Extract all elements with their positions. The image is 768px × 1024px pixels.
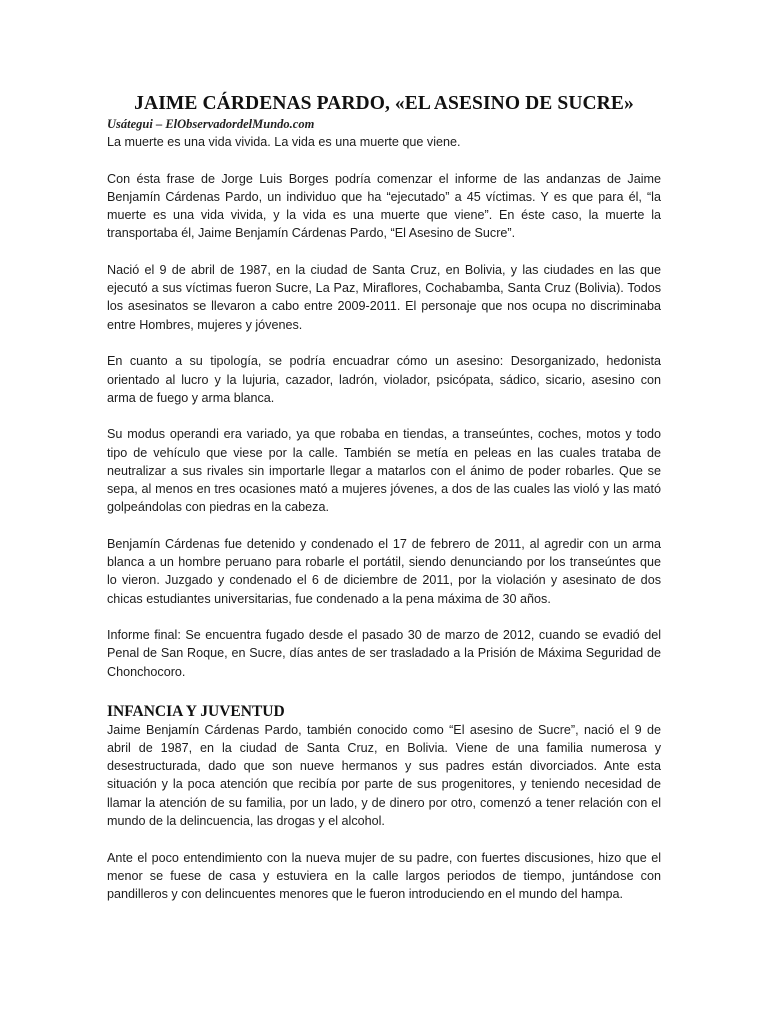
paragraph: Con ésta frase de Jorge Luis Borges podría comenzar el informe de las andanzas de Jaime Benjamín Cárdenas Pardo, un individuo que ha “ejecutado” a 45 víctimas. Y es que para él, “la muerte es una vida vivida, y la vida es una muerte que viene”. En éste caso, la muerte la transportaba él, Jaime Benjamín Cárdenas Pardo, “El Asesino de Sucre”. [107,171,661,241]
paragraph: Nació el 9 de abril de 1987, en la ciudad de Santa Cruz, en Bolivia, y las ciudades en las que ejecutó a sus víctimas fueron Sucre, La Paz, Miraflores, Cochabamba, Santa Cruz (Bolivia). Todos los asesinatos se llevaron a cabo entre 2009-2011. El personaje que nos ocupa no discriminaba entre Hombres, mujeres y jóvenes. [107,263,661,332]
epigraph: La muerte es una vida vivida. La vida es una muerte que viene. [107,135,461,149]
byline: Usátegui – ElObservadordelMundo.com [107,117,315,131]
section-paragraph: Jaime Benjamín Cárdenas Pardo, también conocido como “El asesino de Sucre”, nació el 9 de abril de 1987, en la ciudad de Santa Cruz, en Bolivia. Viene de una familia numerosa y desestructurada, dado que son nueve hermanos y sus padres están divorciados. Ante esta situación y la poca atención que recibía por parte de sus progenitores, y teniendo necesidad de llamar la atención de su familia, por un lado, y de dinero por otro, comenzó a tener relación con el mundo de la delincuencia, las drogas y el alcohol. [107,722,661,828]
document-page [107,92,661,903]
paragraph: Benjamín Cárdenas fue detenido y condenado el 17 de febrero de 2011, al agredir con un arma blanca a un hombre peruano para robarle el portátil, siendo denunciando por los transeúntes que lo vieron. Juzgado y condenado el 6 de diciembre de 2011, por la violación y asesinato de dos chicas estudiantes universitarias, fue condenado a la pena máxima de 30 años. [107,536,661,606]
section-paragraph: Ante el poco entendimiento con la nueva mujer de su padre, con fuertes discusiones, hizo que el menor se fuese de casa y estuviera en la calle largos periodos de tiempo, juntándose con pandilleros y con delincuentes menores que le fueron introduciendo en el mundo del hampa. [107,850,661,901]
section-heading: INFANCIA Y JUVENTUD [107,702,285,720]
document-title: JAIME CÁRDENAS PARDO, «EL ASESINO DE SUCRE» [134,93,634,114]
paragraph: Informe final: Se encuentra fugado desde el pasado 30 de marzo de 2012, cuando se evadió del Penal de San Roque, en Sucre, días antes de ser trasladado a la Prisión de Máxima Seguridad de Chonchocoro. [107,628,661,679]
paragraph: Su modus operandi era variado, ya que robaba en tiendas, a transeúntes, coches, motos y todo tipo de vehículo que viese por la calle. También se metía en peleas en las cuales trataba de neutralizar a sus rivales sin importarle llegar a matarlos con el ánimo de poder robarles. Que se sepa, al menos en tres ocasiones mató a mujeres jóvenes, a dos de las cuales las violó y las mató golpeándolas con piedras en la cabeza. [107,427,661,515]
paragraph: En cuanto a su tipología, se podría encuadrar cómo un asesino: Desorganizado, hedonista orientado al lucro y la lujuria, cazador, ladrón, violador, psicópata, sádico, sicario, asesino con arma de fuego y arma blanca. [107,354,661,405]
